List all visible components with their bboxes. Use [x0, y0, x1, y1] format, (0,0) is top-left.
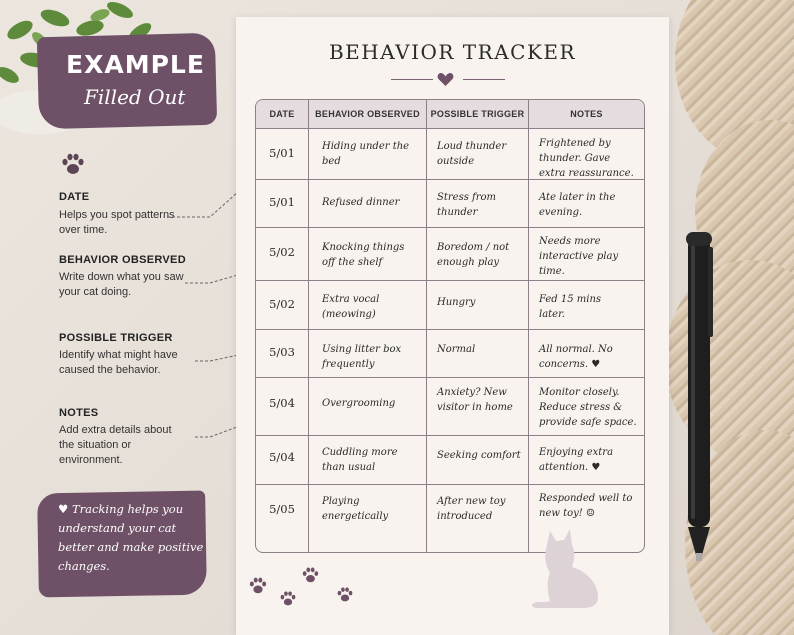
row-behavior: Playing energetically: [322, 496, 389, 522]
example-banner: [37, 33, 217, 130]
row-notes: Responded well to new toy! ☺: [539, 493, 633, 519]
row-trigger: Anxiety? New visitor in home: [437, 387, 513, 413]
row-date: 5/04: [269, 396, 295, 410]
row-date: 5/03: [269, 345, 295, 359]
heart-icon: ♥: [58, 502, 69, 516]
row-divider: [256, 227, 644, 228]
header-trigger: POSSIBLE TRIGGER: [427, 100, 528, 129]
legend-desc-behavior: Write down what you saw your cat doing.: [59, 271, 184, 298]
legend-desc-date: Helps you spot patterns over time.: [59, 209, 175, 236]
title-divider-left: [391, 79, 433, 80]
row-divider: [256, 377, 644, 378]
legend-title-notes: NOTES: [59, 407, 99, 419]
legend-title-date: DATE: [59, 191, 90, 203]
row-trigger: Loud thunder outside: [437, 141, 507, 167]
row-date: 5/02: [269, 245, 295, 259]
row-behavior: Using litter box frequently: [322, 344, 402, 370]
row-notes: Monitor closely. Reduce stress & provide safe space.: [539, 387, 637, 428]
legend-desc-trigger: Identify what might have caused the behavior.: [59, 349, 178, 376]
paw-icon: [336, 586, 354, 603]
row-notes: Fed 15 mins later.: [539, 294, 602, 320]
row-trigger: Normal: [437, 344, 476, 355]
pen-icon: [678, 227, 718, 567]
heart-icon: [437, 72, 454, 87]
knit-blanket: [655, 0, 794, 635]
row-notes: Enjoying extra attention. ♥: [539, 447, 614, 473]
header-behavior: BEHAVIOR OBSERVED: [309, 100, 426, 129]
legend-title-behavior: BEHAVIOR OBSERVED: [59, 254, 186, 266]
title-divider-right: [463, 79, 505, 80]
tip-message: Tracking helps you understand your cat better and make positive changes.: [58, 502, 204, 573]
paw-icon: [301, 566, 320, 584]
row-notes: Frightened by thunder. Gave extra reassurance.: [539, 138, 634, 179]
sheet-title: BEHAVIOR TRACKER: [328, 40, 577, 64]
row-behavior: Extra vocal (meowing): [322, 294, 380, 320]
legend-title-trigger: POSSIBLE TRIGGER: [59, 332, 173, 344]
cat-silhouette-icon: [528, 527, 608, 609]
row-date: 5/02: [269, 297, 295, 311]
banner-subtitle: Filled Out: [84, 85, 186, 109]
row-date: 5/04: [269, 450, 295, 464]
banner-title: EXAMPLE: [66, 50, 205, 79]
row-behavior: Knocking things off the shelf: [322, 242, 405, 268]
row-trigger: After new toy introduced: [437, 496, 506, 522]
row-divider: [256, 280, 644, 281]
row-notes: All normal. No concerns. ♥: [539, 344, 613, 370]
row-notes: Needs more interactive play time.: [539, 236, 619, 277]
row-notes: Ate later in the evening.: [539, 192, 616, 218]
row-trigger: Hungry: [437, 297, 476, 308]
row-divider: [256, 484, 644, 485]
row-divider: [256, 435, 644, 436]
row-behavior: Hiding under the bed: [322, 141, 410, 167]
row-behavior: Cuddling more than usual: [322, 447, 398, 473]
row-date: 5/01: [269, 146, 295, 160]
row-behavior: Refused dinner: [322, 197, 400, 208]
row-trigger: Stress from thunder: [437, 192, 496, 218]
row-date: 5/05: [269, 502, 295, 516]
row-behavior: Overgrooming: [322, 398, 396, 409]
row-divider: [256, 329, 644, 330]
paw-icon: [279, 590, 297, 607]
paw-icon: [60, 152, 86, 176]
legend-desc-notes: Add extra details about the situation or environment.: [59, 424, 172, 466]
row-date: 5/01: [269, 195, 295, 209]
header-notes: NOTES: [529, 100, 644, 129]
behavior-table: [255, 99, 645, 553]
tip-text: [58, 500, 206, 576]
row-trigger: Seeking comfort: [437, 450, 521, 461]
header-date: DATE: [256, 100, 308, 129]
paw-icon: [248, 576, 268, 595]
row-trigger: Boredom / not enough play: [437, 242, 510, 268]
